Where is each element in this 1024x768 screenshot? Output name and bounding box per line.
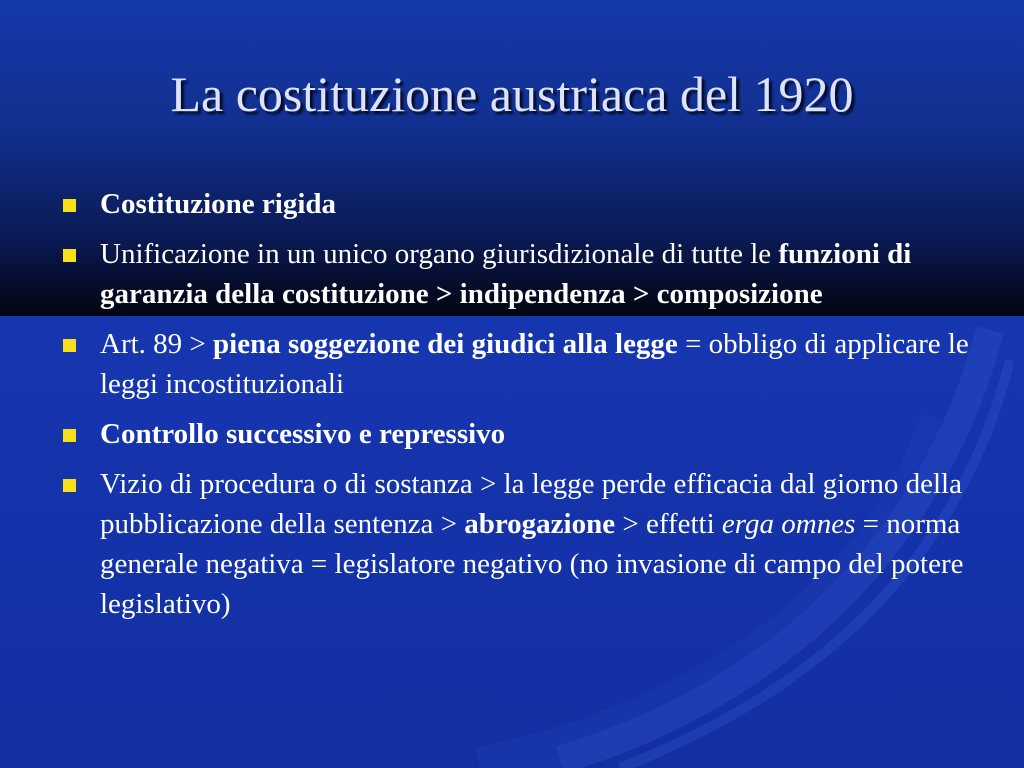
bullet-text-segment: piena soggezione dei giudici alla legge: [213, 328, 678, 360]
bullet-text-segment: abrogazione: [464, 508, 616, 540]
bullet-item: [60, 234, 970, 314]
bullet-text-segment: Costituzione rigida: [100, 188, 337, 220]
bullet-text-segment: Unificazione in un unico organo giurisdizionale di tutte le: [100, 238, 779, 270]
square-bullet-icon: [63, 339, 76, 352]
bullet-item: [60, 414, 970, 454]
bullet-item: [60, 184, 970, 224]
bullet-text-segment: Controllo successivo e repressivo: [100, 418, 506, 450]
square-bullet-icon: [63, 429, 76, 442]
bullet-list: [60, 184, 970, 634]
bullet-text-segment: = norma generale negativa = legislatore negativo (no invasione di campo del potere legislativo): [100, 508, 964, 620]
square-bullet-icon: [63, 249, 76, 262]
bullet-item: [60, 464, 970, 624]
bullet-text-segment: Vizio di procedura o di sostanza > la legge perde efficacia dal giorno della pubblicazione della sentenza >: [100, 468, 962, 540]
bullet-text-segment: = obbligo di applicare le leggi incostituzionali: [100, 328, 969, 400]
slide-title: La costituzione austriaca del 1920: [170, 66, 854, 122]
bullet-text-segment: funzioni di garanzia della costituzione > indipendenza > composizione: [100, 238, 912, 310]
bullet-text-segment: > effetti: [615, 508, 722, 540]
bullet-text-segment: Art. 89 >: [100, 328, 214, 360]
square-bullet-icon: [63, 199, 76, 212]
bullet-text-segment: erga omnes: [721, 508, 856, 540]
square-bullet-icon: [63, 479, 76, 492]
bullet-item: [60, 324, 970, 404]
